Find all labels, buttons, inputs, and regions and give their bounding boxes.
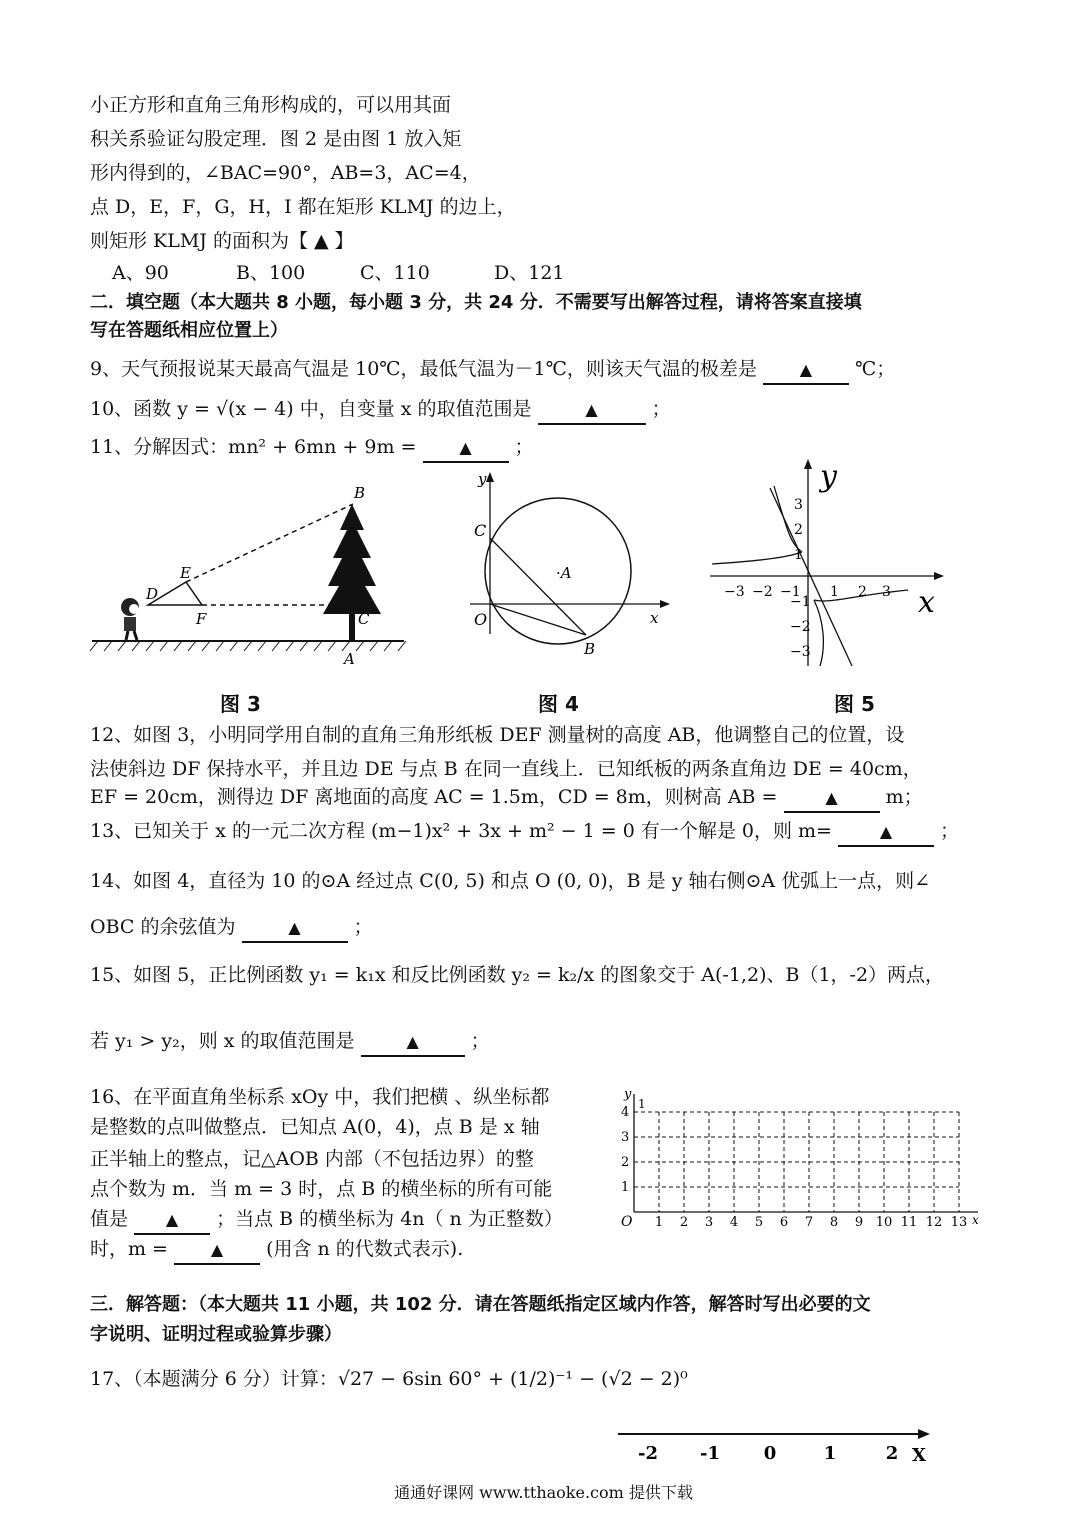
answer-mark: ▲ xyxy=(210,1240,224,1259)
q15-end: ； xyxy=(470,1030,490,1052)
q16-line-1: 16、在平面直角坐标系 xOy 中，我们把横 、纵坐标都 xyxy=(90,1086,550,1108)
q11-end: ； xyxy=(514,436,534,458)
fig5-xtick: −3 xyxy=(724,584,745,600)
footer-text: 通通好课网 www.tthaoke.com 提供下载 xyxy=(394,1483,693,1502)
grid-xtick: 11 xyxy=(900,1215,918,1230)
choice-a: A、90 xyxy=(112,262,169,284)
fig5-label-x: x xyxy=(918,585,935,620)
q11-answer-blank[interactable] xyxy=(423,434,509,463)
answer-mark: ▲ xyxy=(459,438,472,457)
numline-tick: 0 xyxy=(763,1443,777,1464)
fig3-label-f: F xyxy=(196,610,207,628)
fig3-label-c: C xyxy=(358,610,370,628)
grid-ytick: 3 xyxy=(621,1130,630,1145)
fig5-xtick: −1 xyxy=(780,584,801,600)
tree-icon xyxy=(323,504,381,641)
grid-xtick: 1 xyxy=(654,1215,664,1230)
q16-line-3: 正半轴上的整点，记△AOB 内部（不包括边界）的整 xyxy=(90,1148,534,1170)
answer-mark: ▲ xyxy=(165,1210,179,1229)
grid-ytick: 1 xyxy=(621,1180,630,1195)
fig5-ytick: 3 xyxy=(794,497,803,513)
q8-line-5: 则矩形 KLMJ 的面积为【 ▲ 】 xyxy=(90,230,354,252)
number-line xyxy=(610,1404,940,1464)
grid-xlabel: x xyxy=(972,1213,979,1227)
q10-end: ； xyxy=(651,398,671,420)
question-14-answer-line xyxy=(90,914,373,943)
question-10 xyxy=(90,396,671,425)
q15-line-2: 若 y₁ > y₂，则 x 的取值范围是 xyxy=(90,1030,355,1052)
grid-xtick: 12 xyxy=(925,1215,943,1230)
question-13 xyxy=(90,818,959,847)
q12-unit: m； xyxy=(885,786,923,808)
q16-line-5 xyxy=(90,1206,563,1235)
answer-mark: ▲ xyxy=(406,1032,419,1051)
answer-mark: ▲ xyxy=(879,822,893,841)
grid-a-label: 1 xyxy=(638,1097,646,1111)
question-17: 17、（本题满分 6 分）计算：√27 − 6sin 60° + (1/2)⁻¹ − (√2 − 2)⁰ xyxy=(90,1368,688,1390)
q12-answer-blank[interactable] xyxy=(784,784,880,813)
q16-line-2: 是整数的点叫做整点．已知点 A(0，4)，点 B 是 x 轴 xyxy=(90,1116,540,1138)
q15-answer-blank[interactable] xyxy=(361,1028,465,1057)
q16-line-6b: (用含 n 的代数式表示). xyxy=(266,1238,464,1260)
fig4-label-x: x xyxy=(650,609,659,627)
fig5-xtick: 1 xyxy=(830,584,839,600)
fig3-label-d: D xyxy=(146,585,159,603)
grid-ytick: 2 xyxy=(621,1155,630,1170)
q13-end: ； xyxy=(940,820,960,842)
q16-grid xyxy=(616,1086,986,1232)
fig5-xtick: 3 xyxy=(882,584,891,600)
q9-unit: ℃； xyxy=(855,358,896,380)
q16-line-5a: 值是 xyxy=(90,1208,129,1230)
grid-xtick: 2 xyxy=(679,1215,689,1230)
q12-line-2: 法使斜边 DF 保持水平，并且边 DE 与点 B 在同一直线上．已知纸板的两条直角边 DE = 40cm， xyxy=(90,758,922,780)
grid-xtick: 5 xyxy=(754,1215,764,1230)
q12-line-1: 12、如图 3，小明同学用自制的直角三角形纸板 DEF 测量树的高度 AB，他调整自己的位置，设 xyxy=(90,724,905,746)
fig5-ytick: −3 xyxy=(790,644,811,660)
answer-mark: ▲ xyxy=(825,788,838,807)
q13-text: 13、已知关于 x 的一元二次方程 (m−1)x² + 3x + m² − 1 = 0 有一个解是 0，则 m= xyxy=(90,820,832,842)
grid-origin: O xyxy=(621,1214,633,1230)
fig4-label-o: O xyxy=(474,610,488,629)
q10-text: 10、函数 y = √(x − 4) 中，自变量 x 的取值范围是 xyxy=(90,398,532,420)
grid-xtick: 8 xyxy=(829,1215,839,1230)
grid-xtick: 4 xyxy=(729,1215,739,1230)
grid-ytick: 4 xyxy=(621,1105,630,1120)
question-15-answer-line xyxy=(90,1028,490,1057)
q11-text: 11、分解因式：mn² + 6mn + 9m = xyxy=(90,436,417,458)
figure-3 xyxy=(88,478,408,668)
fig4-label-b: B xyxy=(584,640,596,658)
q16-line-6a: 时，m = xyxy=(90,1238,168,1260)
fig4-label-y: y xyxy=(478,470,487,488)
q8-line-1: 小正方形和直角三角形构成的，可以用其面 xyxy=(90,94,452,116)
numline-tick: -2 xyxy=(638,1443,658,1464)
numline-tick: 2 xyxy=(885,1443,899,1464)
question-9 xyxy=(90,356,895,385)
fig5-ytick: 2 xyxy=(794,522,803,538)
grid-ylabel: y xyxy=(624,1087,632,1102)
q14-line-2: OBC 的余弦值为 xyxy=(90,916,236,938)
q16-line-5b: ；当点 B 的横坐标为 4n（ n 为正整数） xyxy=(216,1208,563,1230)
grid-xtick: 7 xyxy=(804,1215,814,1230)
q14-end: ； xyxy=(353,916,373,938)
fig5-xtick: −2 xyxy=(752,584,773,600)
q16-line-4: 点个数为 m．当 m = 3 时，点 B 的横坐标的所有可能 xyxy=(90,1178,553,1200)
q14-line-1: 14、如图 4，直径为 10 的⊙A 经过点 C(0, 5) 和点 O (0, 0)，B 是 y 轴右侧⊙A 优弧上一点，则∠ xyxy=(90,870,931,892)
q16-answer-blank-2[interactable] xyxy=(174,1236,260,1265)
fig4-label-a: ·A xyxy=(556,564,572,582)
q9-text: 9、天气预报说某天最高气温是 10℃，最低气温为－1℃，则该天气温的极差是 xyxy=(90,358,757,380)
answer-mark: ▲ xyxy=(799,360,813,379)
q8-line-3: 形内得到的，∠BAC=90°，AB=3，AC=4， xyxy=(90,162,481,184)
fig4-caption: 图 4 xyxy=(538,692,579,716)
fig5-ytick: −2 xyxy=(790,619,811,635)
numline-tick: 1 xyxy=(823,1443,837,1464)
q8-line-2: 积关系验证勾股定理．图 2 是由图 1 放入矩 xyxy=(90,128,462,150)
figure-4 xyxy=(466,470,676,662)
q8-line-4: 点 D，E，F，G，H，I 都在矩形 KLMJ 的边上， xyxy=(90,196,516,218)
choice-b: B、100 xyxy=(236,262,306,284)
q13-answer-blank[interactable] xyxy=(838,818,934,847)
choice-c: C、110 xyxy=(360,262,430,284)
fig5-ytick: −1 xyxy=(790,594,811,610)
grid-lines xyxy=(634,1112,959,1212)
fig5-xtick: 2 xyxy=(858,584,867,600)
section3-heading-2: 字说明、证明过程或验算步骤） xyxy=(90,1324,342,1345)
grid-xtick: 6 xyxy=(779,1215,789,1230)
fig5-ytick: 1 xyxy=(794,547,803,563)
grid-xtick: 3 xyxy=(704,1215,714,1230)
numline-axis-label: X xyxy=(912,1445,926,1464)
answer-mark: ▲ xyxy=(288,918,301,937)
q12-line-3: EF = 20cm，测得边 DF 离地面的高度 AC = 1.5m，CD = 8m，则树高 AB = xyxy=(90,786,778,808)
fig3-label-a: A xyxy=(344,650,355,668)
q16-line-6 xyxy=(90,1236,463,1265)
q10-answer-blank[interactable] xyxy=(538,396,646,425)
q15-line-1: 15、如图 5，正比例函数 y₁ = k₁x 和反比例函数 y₂ = k₂/x 的图象交于 A(-1,2)、B（1，-2）两点， xyxy=(90,964,945,986)
question-12-answer-line xyxy=(90,784,923,813)
figure-5 xyxy=(706,456,950,670)
grid-xtick: 10 xyxy=(875,1215,893,1230)
fig5-label-y: y xyxy=(820,459,837,494)
fig3-label-e: E xyxy=(180,564,191,582)
child-figure xyxy=(121,598,139,640)
section3-heading-1: 三．解答题：（本大题共 11 小题，共 102 分．请在答题纸指定区域内作答，解答时写出必要的文 xyxy=(90,1294,871,1315)
fig4-label-c: C xyxy=(474,521,487,540)
numline-tick: -1 xyxy=(700,1443,720,1464)
grid-xtick: 9 xyxy=(854,1215,864,1230)
fig3-label-b: B xyxy=(354,484,366,502)
fig3-caption: 图 3 xyxy=(220,692,261,716)
section2-heading-2: 写在答题纸相应位置上） xyxy=(90,320,288,341)
q16-answer-blank-1[interactable] xyxy=(134,1206,210,1235)
q9-answer-blank[interactable] xyxy=(763,356,849,385)
grid-xtick: 13 xyxy=(950,1215,968,1230)
section2-heading-1: 二．填空题（本大题共 8 小题，每小题 3 分，共 24 分．不需要写出解答过程，请将答案直接填 xyxy=(90,292,862,313)
answer-mark: ▲ xyxy=(585,400,598,419)
fig5-caption: 图 5 xyxy=(834,692,875,716)
question-11 xyxy=(90,434,534,463)
choice-d: D、121 xyxy=(494,262,565,284)
q14-answer-blank[interactable] xyxy=(242,914,348,943)
